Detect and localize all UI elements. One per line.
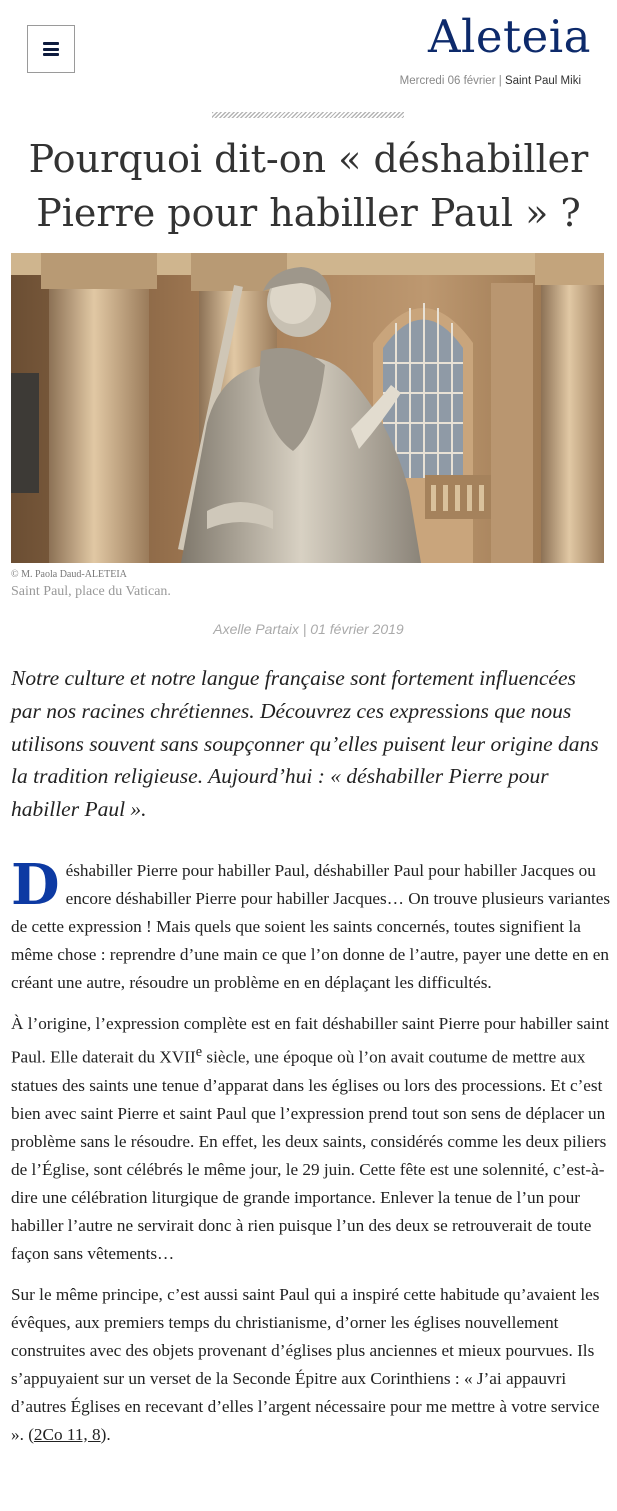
hamburger-menu-icon <box>43 42 59 56</box>
paragraph-3-text: Sur le même principe, c’est aussi saint Paul qui a inspiré cette habitude qu’avaient les évêques, aux premiers temps du christianisme, d’orner les églises nouvellement construites avec des objets provenant d’églises plus anciennes et mieux pourvues. Ils s’appuyaient sur un verset de la Seconde Épitre aux Corinthiens : « J’ai appauvri d’autres Églises en recevant d’elles l’argent nécessaire pour me mettre à votre service ». ( <box>11 1284 600 1444</box>
paragraph-3-end: ). <box>100 1424 111 1444</box>
title-divider <box>212 112 404 118</box>
paragraph-2 <box>11 1010 611 1268</box>
bible-reference-link[interactable]: 2Co 11, 8 <box>33 1424 101 1444</box>
dateline <box>400 75 581 87</box>
image-caption: Saint Paul, place du Vatican. <box>11 584 171 599</box>
article-title: Pourquoi dit-on « déshabiller Pierre pour habiller Paul » ? <box>28 137 589 235</box>
menu-button[interactable] <box>27 25 75 73</box>
paragraph-3 <box>11 1281 611 1449</box>
site-logo[interactable]: Aleteia <box>428 10 591 63</box>
current-date: Mercredi 06 février <box>399 75 496 87</box>
article-byline: Axelle Partaix | 01 février 2019 <box>213 621 404 637</box>
saint-of-day-link[interactable]: Saint Paul Miki <box>504 75 581 87</box>
article-hero-image <box>11 253 604 563</box>
drop-cap: D <box>11 852 60 918</box>
photo-credit: © M. Paola Daud-ALETEIA <box>11 569 127 580</box>
paragraph-2-text-a: À l’origine, l’expression complète est en fait déshabiller saint Pierre pour habiller saint Paul. Elle daterait du XVII <box>11 1014 610 1067</box>
article-lead: Notre culture et notre langue française sont fortement influencées par nos racines chrétiennes. Découvrez ces expressions que nous utilisons souvent sans soupçonner qu’elles puisent leur origine dans la tradition religieuse. Aujourd’hui : « déshabiller Pierre pour habiller Paul ». <box>11 666 599 822</box>
century-superscript: e <box>195 1044 203 1060</box>
article-body <box>11 852 611 1462</box>
paragraph-1 <box>11 852 611 997</box>
dateline-separator: | <box>498 75 502 87</box>
paragraph-2-text-b: siècle, une époque où l’on avait coutume de mettre aux statues des saints une tenue d’apparat dans les églises ou lors des processions. Et c’est bien avec saint Pierre et saint Paul que l’expression prend tout son sens de déplacer un problème sans le résoudre. En effet, les deux saints, considérés comme les deux piliers de l’Église, sont célébrés le même jour, le 29 juin. Cette fête est une solennité, c’est-à-dire une célébration liturgique de grande importance. Enlever la tenue de l’un pour habiller l’autre ne servirait donc à rien puisque l’un des deux se retrouverait de toute façon sans vêtements… <box>11 1047 607 1263</box>
paragraph-1-text: éshabiller Pierre pour habiller Paul, déshabiller Paul pour habiller Jacques ou encore déshabiller Pierre pour habiller Jacques… On trouve plusieurs variantes de cette expression ! Mais quels que soient les saints concernés, toutes signifient la même chose : reprendre d’une main ce que l’on donne de l’autre, payer une dette en en créant une autre, résoudre un problème en en déplaçant les difficultés. <box>11 861 611 992</box>
